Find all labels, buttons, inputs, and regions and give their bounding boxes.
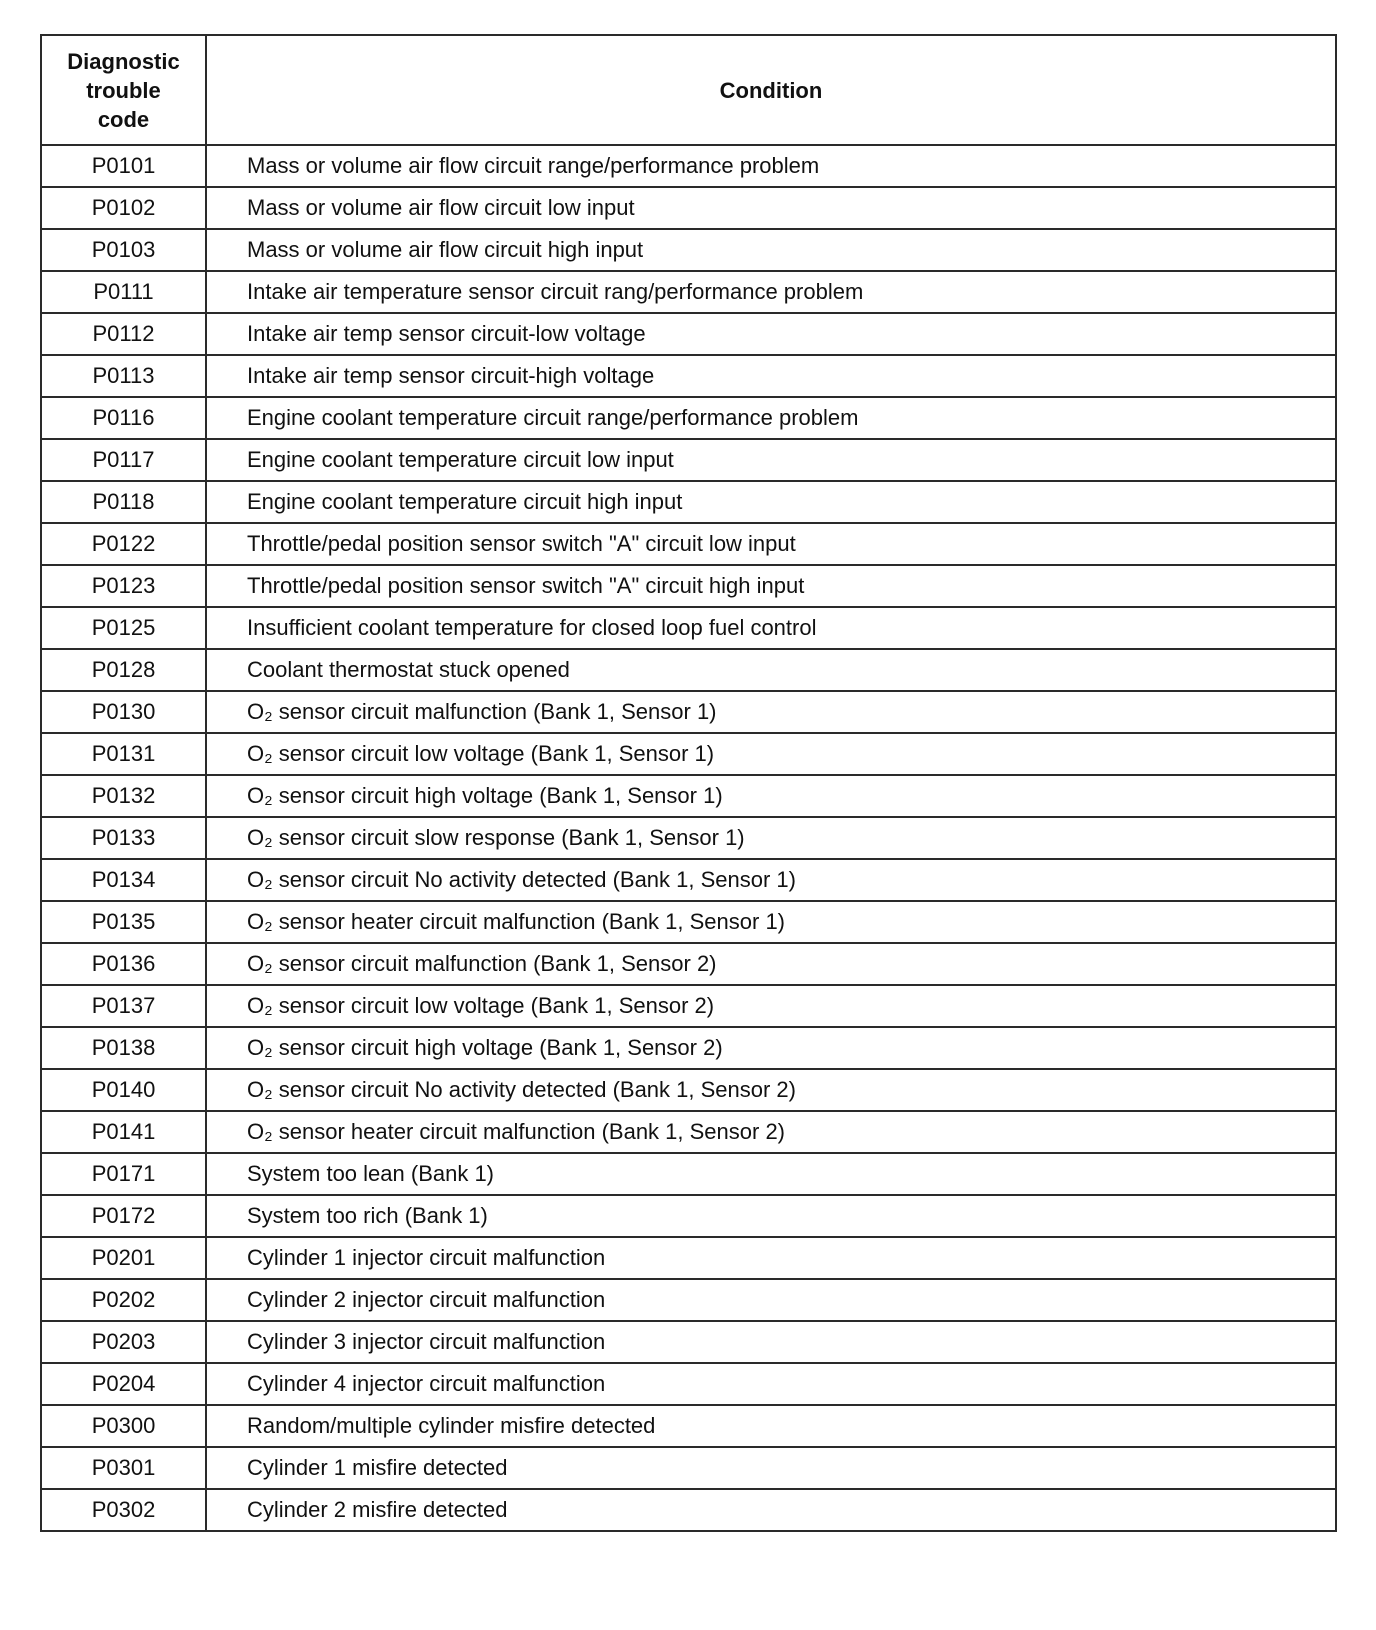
condition-cell: Random/multiple cylinder misfire detected	[206, 1405, 1336, 1447]
dtc-code-cell: P0111	[41, 271, 206, 313]
header-code	[41, 35, 206, 145]
condition-cell: Coolant thermostat stuck opened	[206, 649, 1336, 691]
table-row	[41, 355, 1336, 397]
condition-cell: System too lean (Bank 1)	[206, 1153, 1336, 1195]
table-row	[41, 1237, 1336, 1279]
condition-cell: O₂ sensor circuit high voltage (Bank 1, Sensor 2)	[206, 1027, 1336, 1069]
condition-cell: O₂ sensor circuit slow response (Bank 1, Sensor 1)	[206, 817, 1336, 859]
table-row	[41, 397, 1336, 439]
table-row	[41, 1027, 1336, 1069]
condition-cell: O₂ sensor circuit low voltage (Bank 1, Sensor 1)	[206, 733, 1336, 775]
table-row	[41, 1321, 1336, 1363]
dtc-code-cell: P0133	[41, 817, 206, 859]
dtc-code-cell: P0202	[41, 1279, 206, 1321]
condition-cell: O₂ sensor circuit No activity detected (Bank 1, Sensor 1)	[206, 859, 1336, 901]
dtc-code-cell: P0300	[41, 1405, 206, 1447]
dtc-code-cell: P0134	[41, 859, 206, 901]
dtc-code-cell: P0201	[41, 1237, 206, 1279]
dtc-code-cell: P0128	[41, 649, 206, 691]
dtc-code-cell: P0130	[41, 691, 206, 733]
table-row	[41, 691, 1336, 733]
table-row	[41, 817, 1336, 859]
header-condition: Condition	[206, 35, 1336, 145]
dtc-code-cell: P0118	[41, 481, 206, 523]
dtc-code-cell: P0116	[41, 397, 206, 439]
condition-cell: Intake air temperature sensor circuit rang/performance problem	[206, 271, 1336, 313]
condition-cell: Cylinder 2 misfire detected	[206, 1489, 1336, 1531]
dtc-code-cell: P0102	[41, 187, 206, 229]
dtc-code-cell: P0172	[41, 1195, 206, 1237]
dtc-code-cell: P0301	[41, 1447, 206, 1489]
table-row	[41, 1069, 1336, 1111]
table-body	[41, 145, 1336, 1531]
condition-cell: Insufficient coolant temperature for closed loop fuel control	[206, 607, 1336, 649]
table-row	[41, 145, 1336, 187]
table-row	[41, 985, 1336, 1027]
table-row	[41, 1405, 1336, 1447]
table-row	[41, 1111, 1336, 1153]
table-row	[41, 1195, 1336, 1237]
table-row	[41, 649, 1336, 691]
dtc-code-cell: P0113	[41, 355, 206, 397]
dtc-table	[40, 34, 1337, 1532]
table-row	[41, 1489, 1336, 1531]
dtc-code-cell: P0204	[41, 1363, 206, 1405]
dtc-code-cell: P0117	[41, 439, 206, 481]
condition-cell: Cylinder 4 injector circuit malfunction	[206, 1363, 1336, 1405]
condition-cell: Engine coolant temperature circuit range/performance problem	[206, 397, 1336, 439]
condition-cell: O₂ sensor circuit low voltage (Bank 1, Sensor 2)	[206, 985, 1336, 1027]
dtc-code-cell: P0141	[41, 1111, 206, 1153]
table-row	[41, 313, 1336, 355]
condition-cell: O₂ sensor circuit malfunction (Bank 1, Sensor 2)	[206, 943, 1336, 985]
condition-cell: Intake air temp sensor circuit-high voltage	[206, 355, 1336, 397]
table-row	[41, 565, 1336, 607]
condition-cell: O₂ sensor circuit No activity detected (Bank 1, Sensor 2)	[206, 1069, 1336, 1111]
condition-cell: Cylinder 1 misfire detected	[206, 1447, 1336, 1489]
condition-cell: Engine coolant temperature circuit high input	[206, 481, 1336, 523]
condition-cell: Cylinder 2 injector circuit malfunction	[206, 1279, 1336, 1321]
table-row	[41, 775, 1336, 817]
header-code-line-3: code	[97, 106, 150, 132]
header-code-line-2: trouble	[86, 77, 161, 103]
table-row	[41, 1153, 1336, 1195]
condition-cell: O₂ sensor circuit malfunction (Bank 1, Sensor 1)	[206, 691, 1336, 733]
condition-cell: O₂ sensor heater circuit malfunction (Bank 1, Sensor 2)	[206, 1111, 1336, 1153]
condition-cell: Cylinder 1 injector circuit malfunction	[206, 1237, 1336, 1279]
table-row	[41, 481, 1336, 523]
table-row	[41, 1447, 1336, 1489]
table-row	[41, 187, 1336, 229]
table-row	[41, 1363, 1336, 1405]
header-code-line-1: Diagnostic	[67, 48, 180, 74]
dtc-code-cell: P0135	[41, 901, 206, 943]
dtc-code-cell: P0112	[41, 313, 206, 355]
dtc-code-cell: P0136	[41, 943, 206, 985]
table-row	[41, 523, 1336, 565]
dtc-code-cell: P0138	[41, 1027, 206, 1069]
dtc-code-cell: P0101	[41, 145, 206, 187]
condition-cell: Throttle/pedal position sensor switch "A" circuit low input	[206, 523, 1336, 565]
dtc-code-cell: P0171	[41, 1153, 206, 1195]
table-row	[41, 943, 1336, 985]
condition-cell: Engine coolant temperature circuit low input	[206, 439, 1336, 481]
condition-cell: System too rich (Bank 1)	[206, 1195, 1336, 1237]
dtc-code-cell: P0123	[41, 565, 206, 607]
dtc-code-cell: P0137	[41, 985, 206, 1027]
table-row	[41, 859, 1336, 901]
condition-cell: Mass or volume air flow circuit range/performance problem	[206, 145, 1336, 187]
condition-cell: Cylinder 3 injector circuit malfunction	[206, 1321, 1336, 1363]
table-row	[41, 901, 1336, 943]
dtc-code-cell: P0132	[41, 775, 206, 817]
header-row	[41, 35, 1336, 145]
dtc-code-cell: P0140	[41, 1069, 206, 1111]
table-row	[41, 1279, 1336, 1321]
condition-cell: O₂ sensor circuit high voltage (Bank 1, Sensor 1)	[206, 775, 1336, 817]
dtc-code-cell: P0302	[41, 1489, 206, 1531]
dtc-code-cell: P0103	[41, 229, 206, 271]
dtc-code-cell: P0131	[41, 733, 206, 775]
table-row	[41, 607, 1336, 649]
table-header	[41, 35, 1336, 145]
condition-cell: Mass or volume air flow circuit low input	[206, 187, 1336, 229]
condition-cell: Throttle/pedal position sensor switch "A" circuit high input	[206, 565, 1336, 607]
table-row	[41, 439, 1336, 481]
dtc-code-cell: P0203	[41, 1321, 206, 1363]
condition-cell: Mass or volume air flow circuit high input	[206, 229, 1336, 271]
dtc-code-cell: P0122	[41, 523, 206, 565]
table-row	[41, 271, 1336, 313]
table-row	[41, 229, 1336, 271]
condition-cell: O₂ sensor heater circuit malfunction (Bank 1, Sensor 1)	[206, 901, 1336, 943]
dtc-code-cell: P0125	[41, 607, 206, 649]
table-row	[41, 733, 1336, 775]
condition-cell: Intake air temp sensor circuit-low voltage	[206, 313, 1336, 355]
